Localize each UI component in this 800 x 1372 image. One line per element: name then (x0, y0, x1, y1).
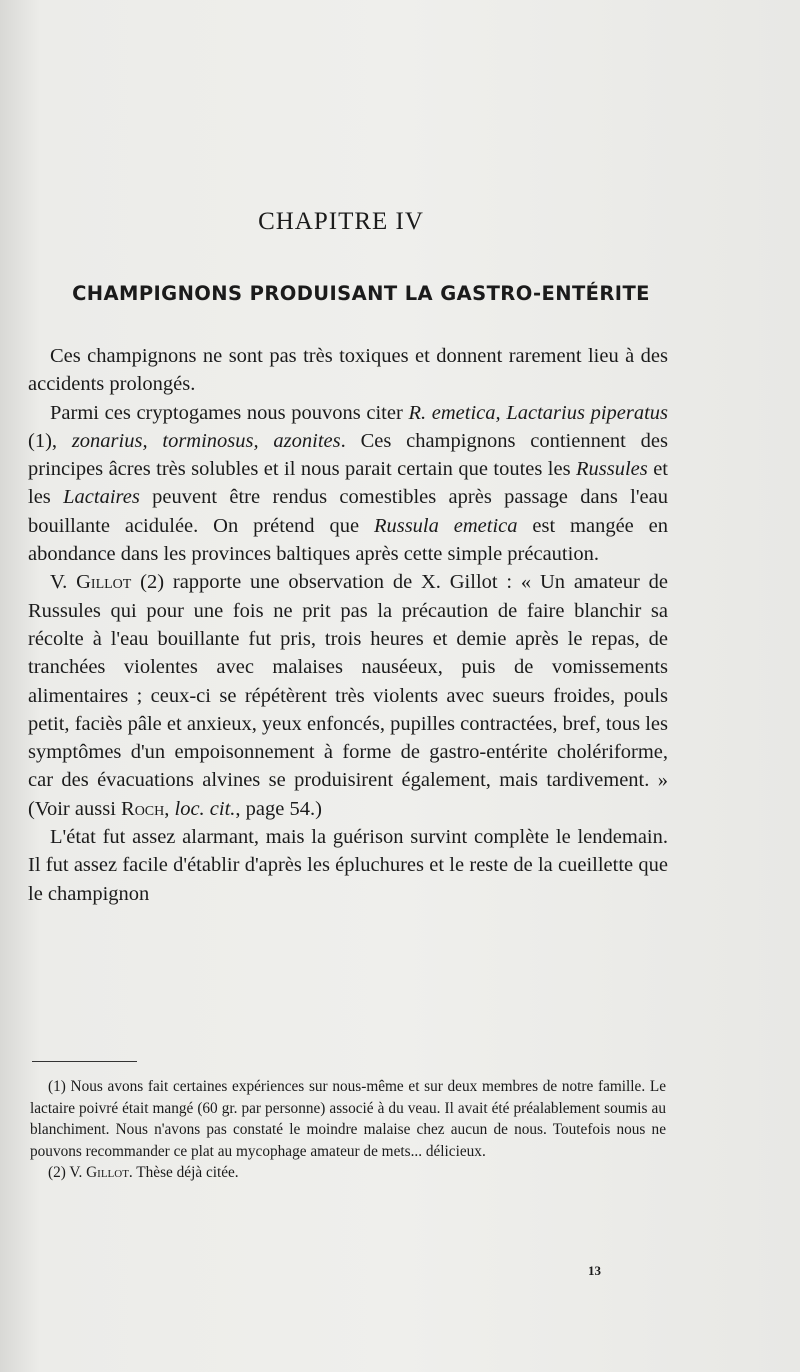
text-run: (2) V. (48, 1164, 87, 1182)
body-text (28, 342, 668, 908)
footnotes (30, 1076, 666, 1184)
paragraph-2 (28, 399, 668, 569)
text-run: , page 54.) (235, 797, 322, 820)
text-run: , (164, 797, 175, 820)
text-run: V. (50, 571, 77, 594)
small-caps-run: Gillot (86, 1164, 129, 1182)
small-caps-run: Roch (121, 797, 165, 820)
page-number: 13 (588, 1263, 601, 1278)
text-run: . Thèse déjà citée. (128, 1164, 239, 1182)
footnote-rule (32, 1061, 137, 1062)
italic-run: R. emetica, (408, 401, 501, 424)
text-run: et les (28, 458, 668, 509)
text-run: peuvent être rendus comestibles après passage dans l'eau bouillante acidulée. On prétend que (28, 486, 668, 537)
italic-run: loc. cit. (174, 797, 236, 820)
chapter-title: CHAMPIGNONS PRODUISANT LA GASTRO-ENTÉRITE (72, 282, 650, 305)
paragraph-4: L'état fut assez alarmant, mais la guérison survint complète le lendemain. Il fut assez facile d'établir d'après les épluchures et le reste de la cueillette que le champignon (28, 826, 668, 905)
italic-run: Russules (576, 458, 648, 481)
chapter-heading: CHAPITRE IV (258, 208, 424, 235)
paragraph-3 (28, 568, 668, 823)
italic-run: Lactaires (63, 486, 140, 509)
italic-run: zonarius, torminosus, azonites (71, 429, 341, 452)
text-run: Parmi ces cryptogames nous pouvons citer (50, 401, 409, 424)
small-caps-run: Gillot (76, 571, 132, 594)
text-run: . Ces champignons contiennent des principes âcres très solubles et il nous parait certain que toutes les (28, 429, 668, 481)
italic-run: Russula emetica (373, 514, 518, 537)
footnote-1: (1) Nous avons fait certaines expériences sur nous-même et sur deux membres de notre famille. Le lactaire poivré était mangé (60 gr. par personne) associé à du veau. Il avait été préalablement soumis au blanchiment. Nous n'avons pas constaté le moindre malaise chez aucun de nous. Toutefois nous ne pouvons recommander ce plat au mycophage amateur de mets... délicieux. (30, 1078, 666, 1160)
footnote-2 (30, 1162, 666, 1184)
text-run: (2) rapporte une observation de X. Gillot : « Un amateur de Russules qui pour une fois ne prit pas la précaution de faire blanchir sa récolte à l'eau bouillante fut pris, trois heures et demie après le repas, de tranchées violentes avec malaises nauséeux, puis de vomissements alimentaires ; ceux-ci se répétèrent très violents avec sueurs froides, pouls petit, faciès pâle et anxieux, yeux enfoncés, pupilles contractées, bref, tous les symptômes d'un empoisonnement à forme de gastro-entérite cholériforme, car des évacuations alvines se produisirent également, mais tardivement. » (Voir aussi (28, 571, 668, 820)
text-run: (1), (28, 429, 72, 452)
italic-run: Lactarius piperatus (506, 401, 669, 424)
text-run: est mangée en abondance dans les provinces baltiques après cette simple précaution. (28, 514, 669, 566)
paragraph-1: Ces champignons ne sont pas très toxiques et donnent rarement lieu à des accidents prolongés. (28, 345, 668, 396)
